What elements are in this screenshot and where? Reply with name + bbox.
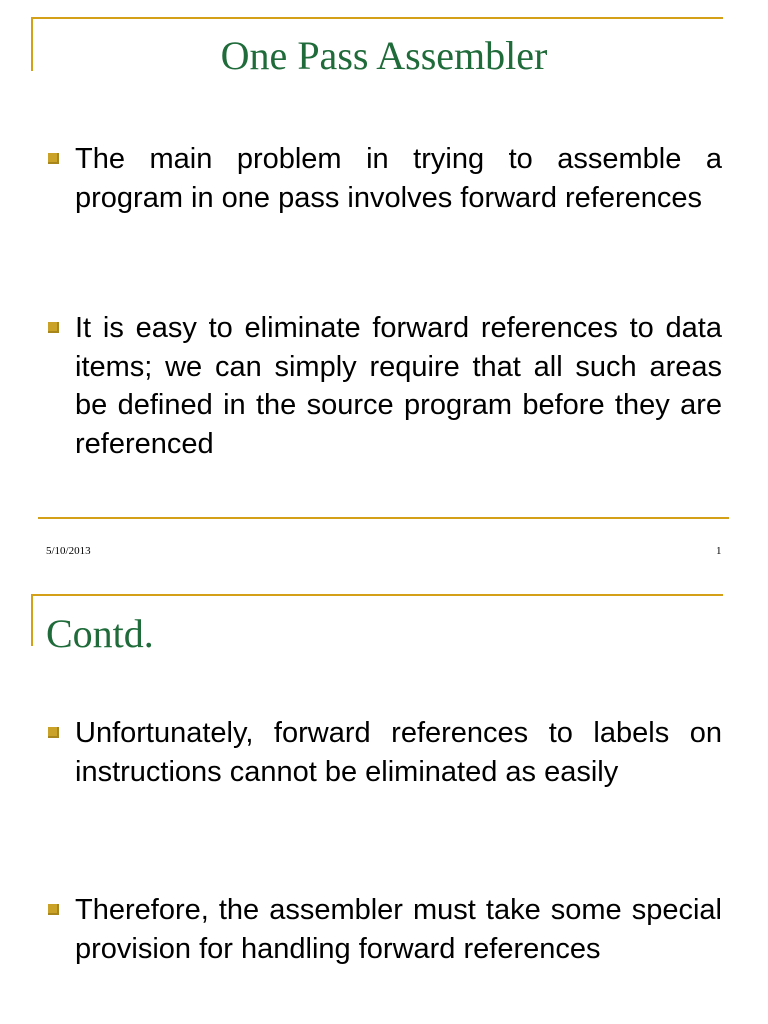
bullet-text: The main problem in trying to assemble a program in one pass involves forward references xyxy=(75,143,722,214)
square-bullet-icon xyxy=(48,322,59,333)
slide-2 xyxy=(0,580,768,1024)
bullet-text: Unfortunately, forward references to labels on instructions cannot be eliminated as easily xyxy=(75,717,722,788)
bullet-text: Therefore, the assembler must take some special provision for handling forward references xyxy=(75,894,722,965)
slide-1-top-border xyxy=(31,17,723,19)
square-bullet-icon xyxy=(48,727,59,738)
footer-page-number: 1 xyxy=(716,545,722,557)
slide-title: Contd. xyxy=(46,611,154,656)
slide-title: One Pass Assembler xyxy=(220,33,548,78)
square-bullet-icon xyxy=(48,153,59,164)
slide-2-left-border xyxy=(31,594,33,646)
slide-2-top-border xyxy=(31,594,723,596)
bullet-text: It is easy to eliminate forward references to data items; we can simply require that all such areas be defined in the source program before they are referenced xyxy=(75,312,722,460)
square-bullet-icon xyxy=(48,904,59,915)
footer-date: 5/10/2013 xyxy=(46,545,91,557)
slide-1-footer-border xyxy=(38,517,729,519)
